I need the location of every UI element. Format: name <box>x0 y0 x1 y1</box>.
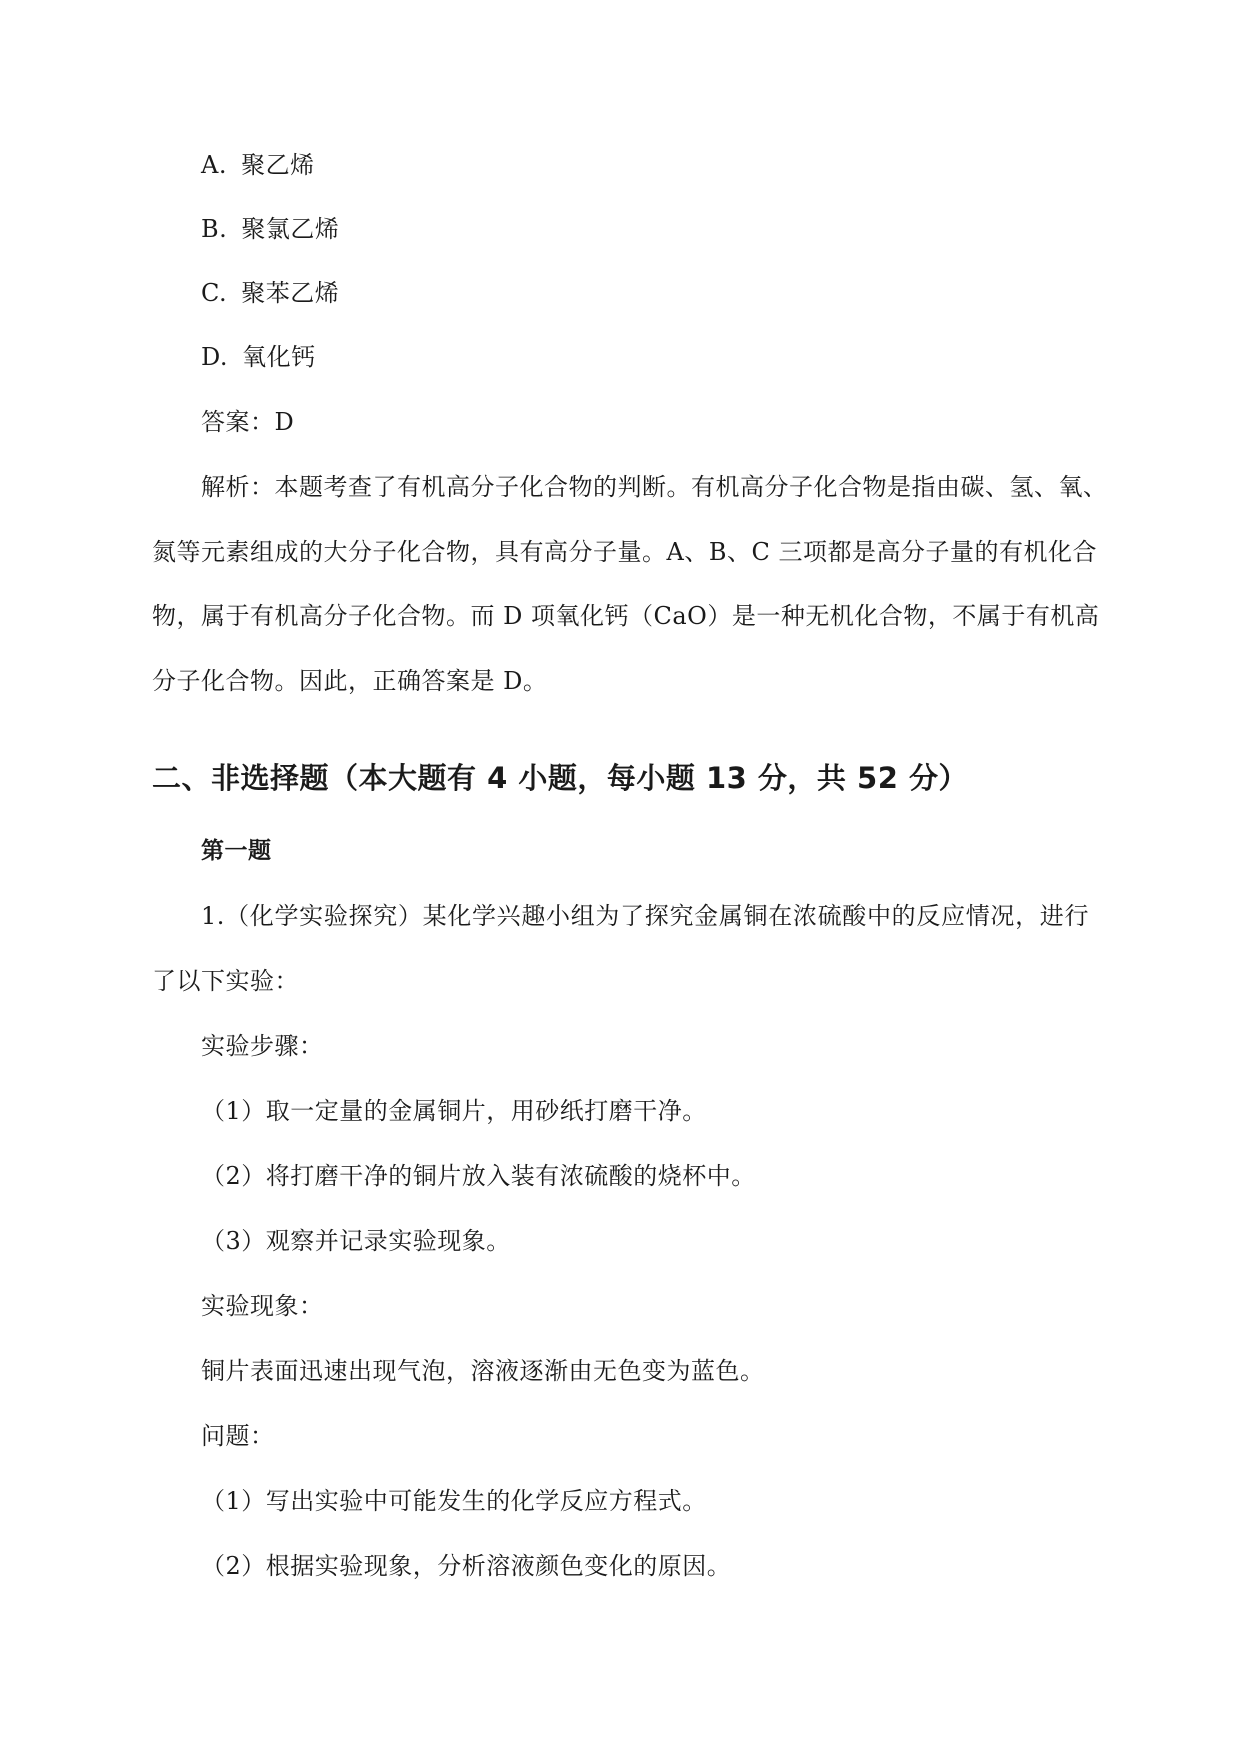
option-d-label: D. <box>201 343 229 371</box>
option-b-label: B. <box>201 215 228 243</box>
option-a-text: 聚乙烯 <box>241 151 315 179</box>
option-c <box>201 278 339 308</box>
phenomenon-title: 实验现象： <box>201 1292 324 1320</box>
option-b <box>201 214 339 244</box>
option-a-label: A. <box>201 151 227 179</box>
option-d-text: 氧化钙 <box>242 343 316 371</box>
phenomenon-text: 铜片表面迅速出现气泡，溶液逐渐由无色变为蓝色。 <box>201 1357 765 1385</box>
option-b-text: 聚氯乙烯 <box>241 215 340 243</box>
analysis-line-2: 氮等元素组成的大分子化合物，具有高分子量。A、B、C 三项都是高分子量的有机化合 <box>152 538 1097 566</box>
question-2: （2）根据实验现象，分析溶液颜色变化的原因。 <box>201 1552 732 1580</box>
section-heading: 二、非选择题（本大题有 4 小题，每小题 13 分，共 52 分） <box>152 761 968 795</box>
intro-line-1: 1.（化学实验探究）某化学兴趣小组为了探究金属铜在浓硫酸中的反应情况，进行 <box>201 902 1089 930</box>
option-d <box>201 342 316 372</box>
step-2: （2）将打磨干净的铜片放入装有浓硫酸的烧杯中。 <box>201 1162 756 1190</box>
intro-line-2: 了以下实验： <box>152 967 299 995</box>
question-1: （1）写出实验中可能发生的化学反应方程式。 <box>201 1487 707 1515</box>
subheading-first-question: 第一题 <box>201 838 272 864</box>
answer: 答案：D <box>201 408 295 436</box>
analysis-line-3: 物，属于有机高分子化合物。而 D 项氧化钙（CaO）是一种无机化合物，不属于有机高 <box>152 602 1100 630</box>
option-a <box>201 150 315 180</box>
option-c-label: C. <box>201 279 228 307</box>
analysis-line-4: 分子化合物。因此，正确答案是 D。 <box>152 667 548 695</box>
option-c-text: 聚苯乙烯 <box>241 279 340 307</box>
questions-title: 问题： <box>201 1422 275 1450</box>
analysis-line-1: 解析：本题考查了有机高分子化合物的判断。有机高分子化合物是指由碳、氢、氧、 <box>201 473 1108 501</box>
step-1: （1）取一定量的金属铜片，用砂纸打磨干净。 <box>201 1097 707 1125</box>
step-3: （3）观察并记录实验现象。 <box>201 1227 511 1255</box>
steps-title: 实验步骤： <box>201 1032 324 1060</box>
